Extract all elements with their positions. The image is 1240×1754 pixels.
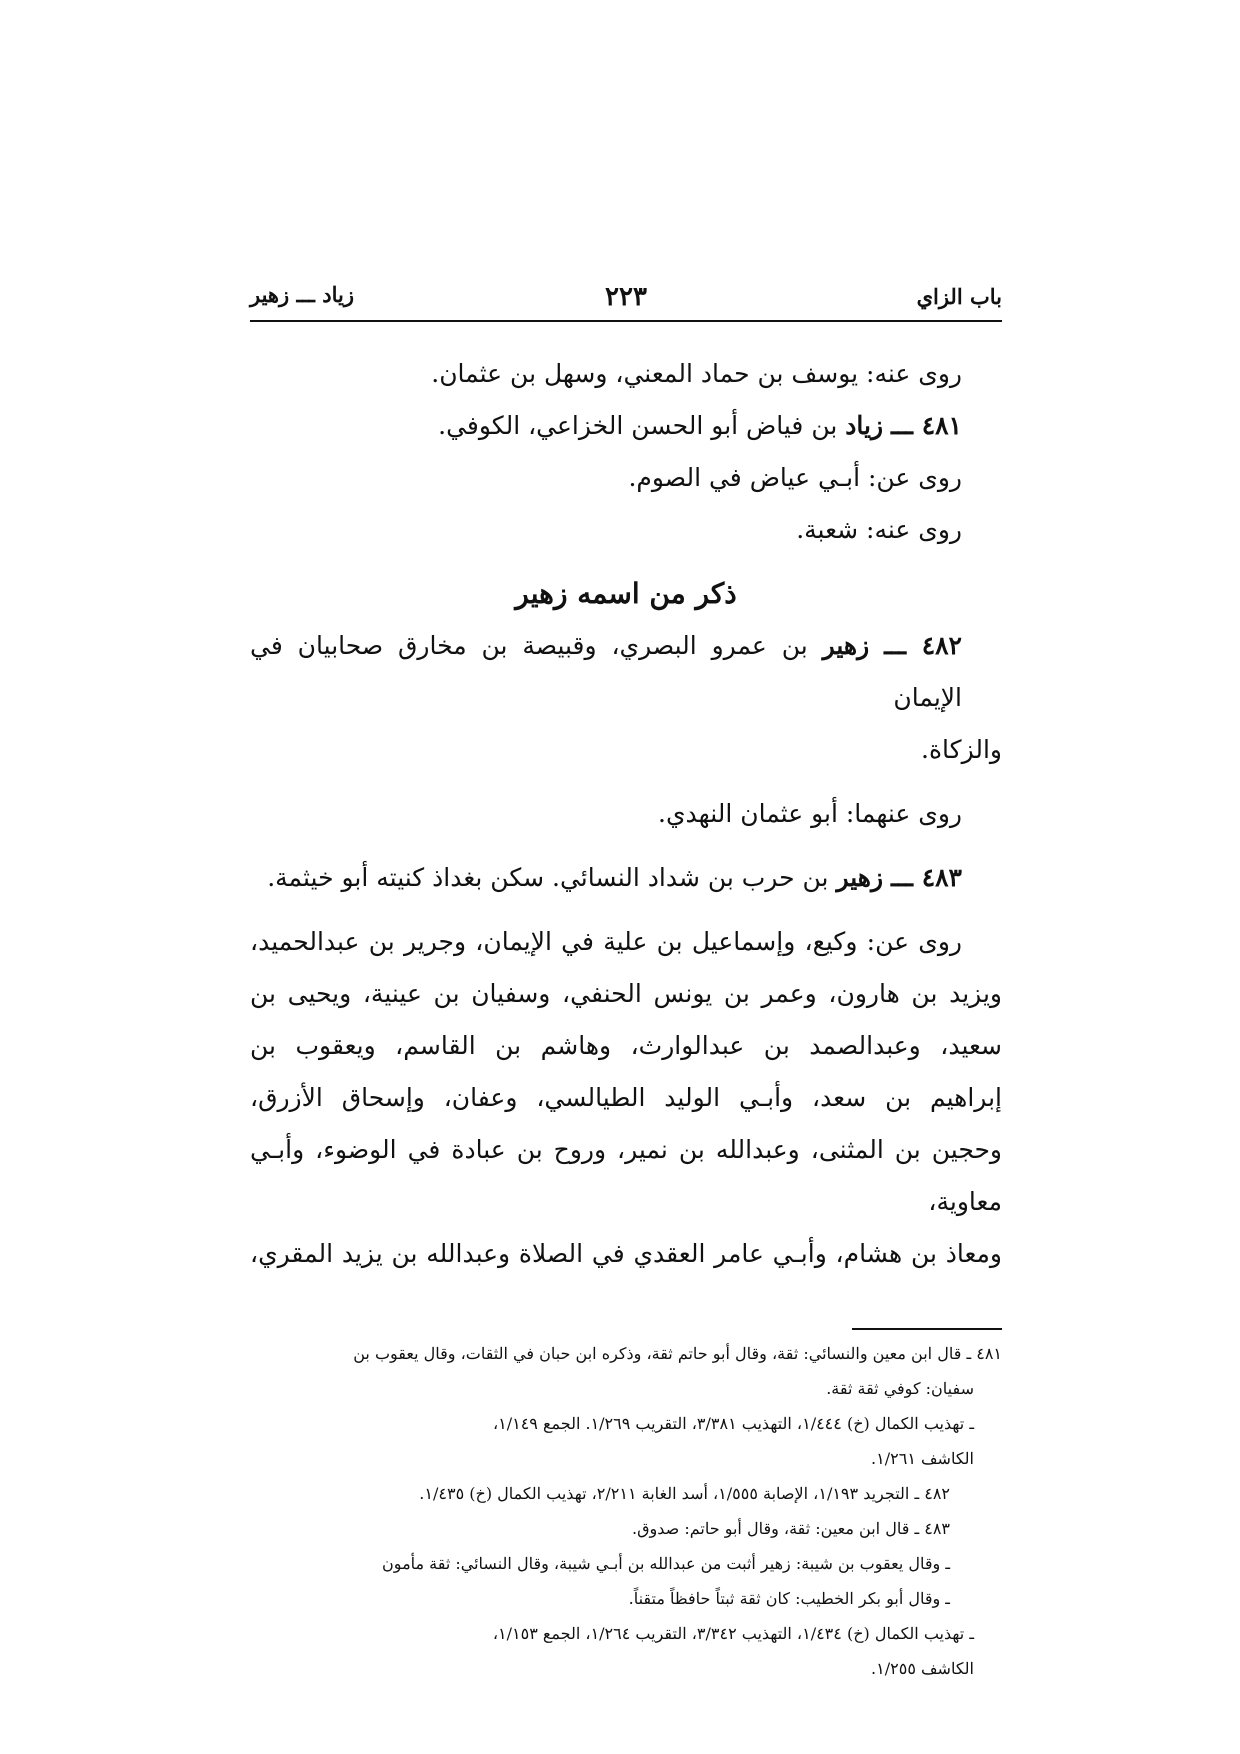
entry-number: ٤٨١ ـــ — [891, 411, 962, 440]
footnote-line: ٤٨٢ ـ التجريد ١/١٩٣، الإصابة ١/٥٥٥، أسد الغابة ٢/٢١١، تهذيب الكمال (خ) ١/٤٣٥. — [419, 1484, 950, 1503]
entry-name: زياد — [845, 411, 884, 440]
text-line: روى عنه: شعبة. — [796, 515, 962, 544]
entry-483 — [250, 852, 1002, 904]
text-line: والزكاة. — [921, 735, 1002, 764]
entry-text: بن حرب بن شداد النسائي. سكن بغداذ كنيته أبو خيثمة. — [267, 863, 837, 892]
names-range: زياد ـــ زهير — [250, 282, 354, 307]
footnote-line: ٤٨١ ـ قال ابن معين والنسائي: ثقة، وقال أبو حاتم ثقة، وذكره ابن حبان في الثقات، وقال يعقوب بن — [353, 1344, 1002, 1363]
entry-482 — [250, 620, 1002, 724]
text-line: ويزيد بن هارون، وعمر بن يونس الحنفي، وسفيان بن عينية، ويحيى بن — [250, 979, 1002, 1008]
entry-number: ٤٨٣ ـــ — [891, 863, 962, 892]
text-line: إبراهيم بن سعد، وأبـي الوليد الطيالسي، وعفان، وإسحاق الأزرق، — [250, 1083, 1002, 1112]
entry-481 — [250, 400, 1002, 452]
footnote-rule — [852, 1328, 1002, 1330]
text-line: روى عنه: يوسف بن حماد المعني، وسهل بن عثمان. — [431, 359, 962, 388]
text-line: روى عنهما: أبو عثمان النهدي. — [658, 799, 962, 828]
text-line: سعيد، وعبدالصمد بن عبدالوارث، وهاشم بن القاسم، ويعقوب بن — [250, 1031, 1002, 1060]
text-line: وحجين بن المثنى، وعبدالله بن نمير، وروح بن عبادة في الوضوء، وأبـي معاوية، — [250, 1135, 1002, 1216]
entry-name: زهير — [822, 631, 870, 660]
footnote-line: سفيان: كوفي ثقة ثقة. — [826, 1379, 974, 1398]
section-heading: ذكر من اسمه زهير — [515, 577, 737, 610]
footnote-line: ـ تهذيب الكمال (خ) ١/٤٣٤، التهذيب ٣/٣٤٢، التقريب ١/٢٦٤، الجمع ١/١٥٣، — [492, 1624, 974, 1643]
footnote-line: ـ وقال أبو بكر الخطيب: كان ثقة ثبتاً حافظاً متقناً. — [628, 1589, 950, 1608]
text-line: روى عن: وكيع، وإسماعيل بن علية في الإيمان، وجرير بن عبدالحميد، — [250, 927, 962, 956]
entry-text: بن فياض أبو الحسن الخزاعي، الكوفي. — [438, 411, 846, 440]
footnote-line: ـ وقال يعقوب بن شيبة: زهير أثبت من عبدالله بن أبـي شيبة، وقال النسائي: ثقة مأمون — [382, 1554, 950, 1573]
footnotes — [250, 1336, 1002, 1686]
footnote-line: ٤٨٣ ـ قال ابن معين: ثقة، وقال أبو حاتم: صدوق. — [632, 1519, 950, 1538]
footnote-line: ـ تهذيب الكمال (خ) ١/٤٤٤، التهذيب ٣/٣٨١، التقريب ١/٢٦٩. الجمع ١/١٤٩، — [492, 1414, 974, 1433]
entry-number: ٤٨٢ ـــ — [884, 631, 962, 660]
running-header — [250, 276, 1002, 316]
footnote-line: الكاشف ١/٢٦١. — [871, 1449, 974, 1468]
entry-name: زهير — [836, 863, 884, 892]
entry-text: بن عمرو البصري، وقبيصة بن مخارق صحابيان في الإيمان — [250, 631, 962, 712]
page-number: ٢٢٣ — [605, 282, 647, 312]
footnote-line: الكاشف ١/٢٥٥. — [871, 1659, 974, 1678]
main-text — [250, 348, 1002, 1280]
book-page — [250, 0, 1002, 1754]
text-line: ومعاذ بن هشام، وأبـي عامر العقدي في الصلاة وعبدالله بن يزيد المقري، — [250, 1239, 1002, 1268]
header-rule — [250, 320, 1002, 322]
chapter-title: باب الزاي — [916, 284, 1002, 309]
text-line: روى عن: أبـي عياض في الصوم. — [628, 463, 962, 492]
